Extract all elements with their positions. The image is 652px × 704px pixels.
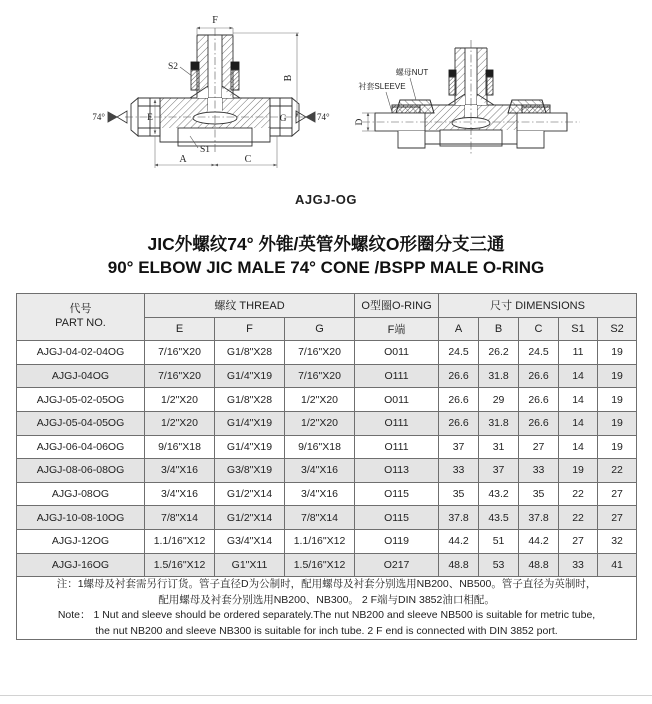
header-col-S1: S1 — [559, 317, 598, 341]
label-angle-right: 74° — [317, 112, 330, 122]
cell-A: 48.8 — [439, 553, 479, 577]
cell-A: 37.8 — [439, 506, 479, 530]
table-row — [17, 459, 637, 483]
label-F: F — [212, 15, 218, 26]
cell-E: 1/2"X20 — [145, 411, 215, 435]
label-B: B — [283, 74, 294, 82]
specification-table — [16, 293, 637, 640]
header-part-no-en: PART NO. — [55, 317, 106, 330]
cell-F: G1/4"X19 — [215, 435, 285, 459]
title-english: 90° ELBOW JIC MALE 74° CONE /BSPP MALE O-RING — [107, 257, 545, 277]
table-row — [17, 364, 637, 388]
cell-f-end: O217 — [355, 553, 439, 577]
cell-E: 1/2"X20 — [145, 388, 215, 412]
cell-part-no: AJGJ-05-04-05OG — [17, 411, 145, 435]
cell-f-end: O111 — [355, 435, 439, 459]
cell-f-end: O111 — [355, 364, 439, 388]
left-drawing — [92, 15, 330, 168]
cell-G: 3/4"X16 — [285, 459, 355, 483]
cell-f-end: O115 — [355, 482, 439, 506]
note-en-line-1: Note： 1 Nut and sleeve should be ordered separately.The nut NB200 and sleeve NB500 is suitable for metric tube, — [57, 609, 596, 622]
cell-S2: 19 — [598, 341, 637, 365]
label-sleeve: 衬套SLEEVE — [358, 82, 406, 91]
header-part-no — [17, 293, 145, 340]
cell-C: 26.6 — [519, 364, 559, 388]
header-col-E: E — [145, 317, 215, 341]
cell-B: 53 — [479, 553, 519, 577]
drawings-svg — [0, 0, 652, 185]
cell-B: 43.2 — [479, 482, 519, 506]
cell-F: G1"X11 — [215, 553, 285, 577]
cell-S2: 19 — [598, 388, 637, 412]
cell-A: 44.2 — [439, 529, 479, 553]
cell-S2: 27 — [598, 482, 637, 506]
cell-S1: 19 — [559, 459, 598, 483]
cell-A: 35 — [439, 482, 479, 506]
cell-B: 37 — [479, 459, 519, 483]
cell-G: 1.1/16"X12 — [285, 529, 355, 553]
cell-part-no: AJGJ-08-06-08OG — [17, 459, 145, 483]
cell-B: 31.8 — [479, 411, 519, 435]
label-G: G — [279, 114, 287, 124]
cell-F: G1/2"X14 — [215, 482, 285, 506]
cell-part-no: AJGJ-10-08-10OG — [17, 506, 145, 530]
title-chinese: JIC外螺纹74° 外锥/英管外螺纹O形圈分支三通 — [147, 234, 505, 254]
header-dimensions-group: 尺寸 DIMENSIONS — [439, 293, 637, 317]
cell-S2: 41 — [598, 553, 637, 577]
label-E: E — [147, 113, 153, 123]
label-A: A — [179, 154, 187, 165]
header-part-no-cn: 代号 — [69, 303, 92, 316]
cell-A: 26.6 — [439, 411, 479, 435]
cell-G: 1/2"X20 — [285, 411, 355, 435]
technical-drawings-region — [0, 0, 652, 185]
table-row — [17, 411, 637, 435]
cell-B: 31.8 — [479, 364, 519, 388]
cell-F: G1/8"X28 — [215, 341, 285, 365]
cell-B: 26.2 — [479, 341, 519, 365]
cell-B: 31 — [479, 435, 519, 459]
title-block — [0, 234, 652, 279]
cell-S1: 14 — [559, 364, 598, 388]
cell-f-end: O113 — [355, 459, 439, 483]
label-C: C — [244, 154, 252, 165]
bottom-divider — [0, 695, 652, 696]
cell-C: 37.8 — [519, 506, 559, 530]
cell-C: 33 — [519, 459, 559, 483]
spec-table-wrap — [16, 293, 636, 640]
cell-C: 44.2 — [519, 529, 559, 553]
table-group-header-row — [17, 293, 637, 317]
cell-part-no: AJGJ-16OG — [17, 553, 145, 577]
cell-E: 3/4"X16 — [145, 459, 215, 483]
header-col-B: B — [479, 317, 519, 341]
cell-f-end: O011 — [355, 388, 439, 412]
cell-A: 26.6 — [439, 364, 479, 388]
cell-C: 35 — [519, 482, 559, 506]
cell-S1: 27 — [559, 529, 598, 553]
table-head — [17, 293, 637, 340]
header-thread-group: 螺纹 THREAD — [145, 293, 355, 317]
cell-G: 3/4"X16 — [285, 482, 355, 506]
cell-E: 7/16"X20 — [145, 341, 215, 365]
cell-E: 1.1/16"X12 — [145, 529, 215, 553]
cell-G: 7/16"X20 — [285, 341, 355, 365]
cell-C: 26.6 — [519, 388, 559, 412]
cell-E: 7/16"X20 — [145, 364, 215, 388]
right-drawing — [355, 40, 580, 156]
cell-F: G3/8"X19 — [215, 459, 285, 483]
header-col-C: C — [519, 317, 559, 341]
cell-F: G1/2"X14 — [215, 506, 285, 530]
header-oring-group: O型圈O-RING — [355, 293, 439, 317]
cell-S1: 11 — [559, 341, 598, 365]
cell-A: 33 — [439, 459, 479, 483]
cell-f-end: O011 — [355, 341, 439, 365]
header-col-A: A — [439, 317, 479, 341]
cell-part-no: AJGJ-08OG — [17, 482, 145, 506]
cell-E: 7/8"X14 — [145, 506, 215, 530]
cell-A: 26.6 — [439, 388, 479, 412]
cell-F: G3/4"X14 — [215, 529, 285, 553]
label-D: D — [355, 118, 365, 126]
cell-B: 29 — [479, 388, 519, 412]
cell-E: 1.5/16"X12 — [145, 553, 215, 577]
cell-S1: 33 — [559, 553, 598, 577]
cell-S1: 14 — [559, 388, 598, 412]
cell-S2: 19 — [598, 364, 637, 388]
cell-S1: 14 — [559, 411, 598, 435]
cell-C: 48.8 — [519, 553, 559, 577]
cell-A: 24.5 — [439, 341, 479, 365]
cell-F: G1/4"X19 — [215, 411, 285, 435]
cell-f-end: O115 — [355, 506, 439, 530]
table-row — [17, 482, 637, 506]
cell-S2: 22 — [598, 459, 637, 483]
cell-G: 9/16"X18 — [285, 435, 355, 459]
table-row — [17, 529, 637, 553]
table-foot — [17, 577, 637, 640]
cell-S2: 27 — [598, 506, 637, 530]
header-col-F: F — [215, 317, 285, 341]
cell-part-no: AJGJ-05-02-05OG — [17, 388, 145, 412]
cell-S2: 19 — [598, 435, 637, 459]
cell-E: 9/16"X18 — [145, 435, 215, 459]
cell-E: 3/4"X16 — [145, 482, 215, 506]
table-row — [17, 435, 637, 459]
cell-F: G1/8"X28 — [215, 388, 285, 412]
label-angle-left: 74° — [92, 112, 105, 122]
notes-cell — [17, 577, 637, 640]
header-col-S2: S2 — [598, 317, 637, 341]
cell-C: 24.5 — [519, 341, 559, 365]
cell-f-end: O111 — [355, 411, 439, 435]
cell-G: 7/8"X14 — [285, 506, 355, 530]
cell-C: 27 — [519, 435, 559, 459]
table-body — [17, 341, 637, 577]
cell-C: 26.6 — [519, 411, 559, 435]
label-S1: S1 — [200, 145, 211, 155]
cell-B: 51 — [479, 529, 519, 553]
cell-F: G1/4"X19 — [215, 364, 285, 388]
cell-G: 1/2"X20 — [285, 388, 355, 412]
note-en-line-2: the nut NB200 and sleeve NB300 is suitable for inch tube. 2 F end is connected with DIN 3852 port. — [95, 624, 558, 637]
table-row — [17, 506, 637, 530]
cell-part-no: AJGJ-04-02-04OG — [17, 341, 145, 365]
cell-part-no: AJGJ-04OG — [17, 364, 145, 388]
part-number-heading: AJGJ-OG — [294, 192, 357, 207]
cell-S1: 22 — [559, 482, 598, 506]
cell-S1: 14 — [559, 435, 598, 459]
cell-G: 7/16"X20 — [285, 364, 355, 388]
table-row — [17, 553, 637, 577]
label-nut: 螺母NUT — [395, 68, 429, 77]
note-cn-line-2: 配用螺母及衬套分别选用NB200、NB300。 2 F端与DIN 3852油口相配。 — [158, 593, 495, 606]
cell-G: 1.5/16"X12 — [285, 553, 355, 577]
cell-S1: 22 — [559, 506, 598, 530]
cell-part-no: AJGJ-06-04-06OG — [17, 435, 145, 459]
cell-S2: 32 — [598, 529, 637, 553]
header-col-F-end: F端 — [355, 317, 439, 341]
table-row — [17, 388, 637, 412]
cell-f-end: O119 — [355, 529, 439, 553]
cell-B: 43.5 — [479, 506, 519, 530]
cell-part-no: AJGJ-12OG — [17, 529, 145, 553]
table-row — [17, 341, 637, 365]
header-col-G: G — [285, 317, 355, 341]
label-S2: S2 — [167, 62, 178, 72]
note-row — [17, 577, 637, 640]
cell-A: 37 — [439, 435, 479, 459]
note-cn-line-1: 注：1螺母及衬套需另行订货。管子直径D为公制时，配用螺母及衬套分别选用NB200、NB500。管子直径为英制时， — [56, 578, 597, 591]
cell-S2: 19 — [598, 411, 637, 435]
